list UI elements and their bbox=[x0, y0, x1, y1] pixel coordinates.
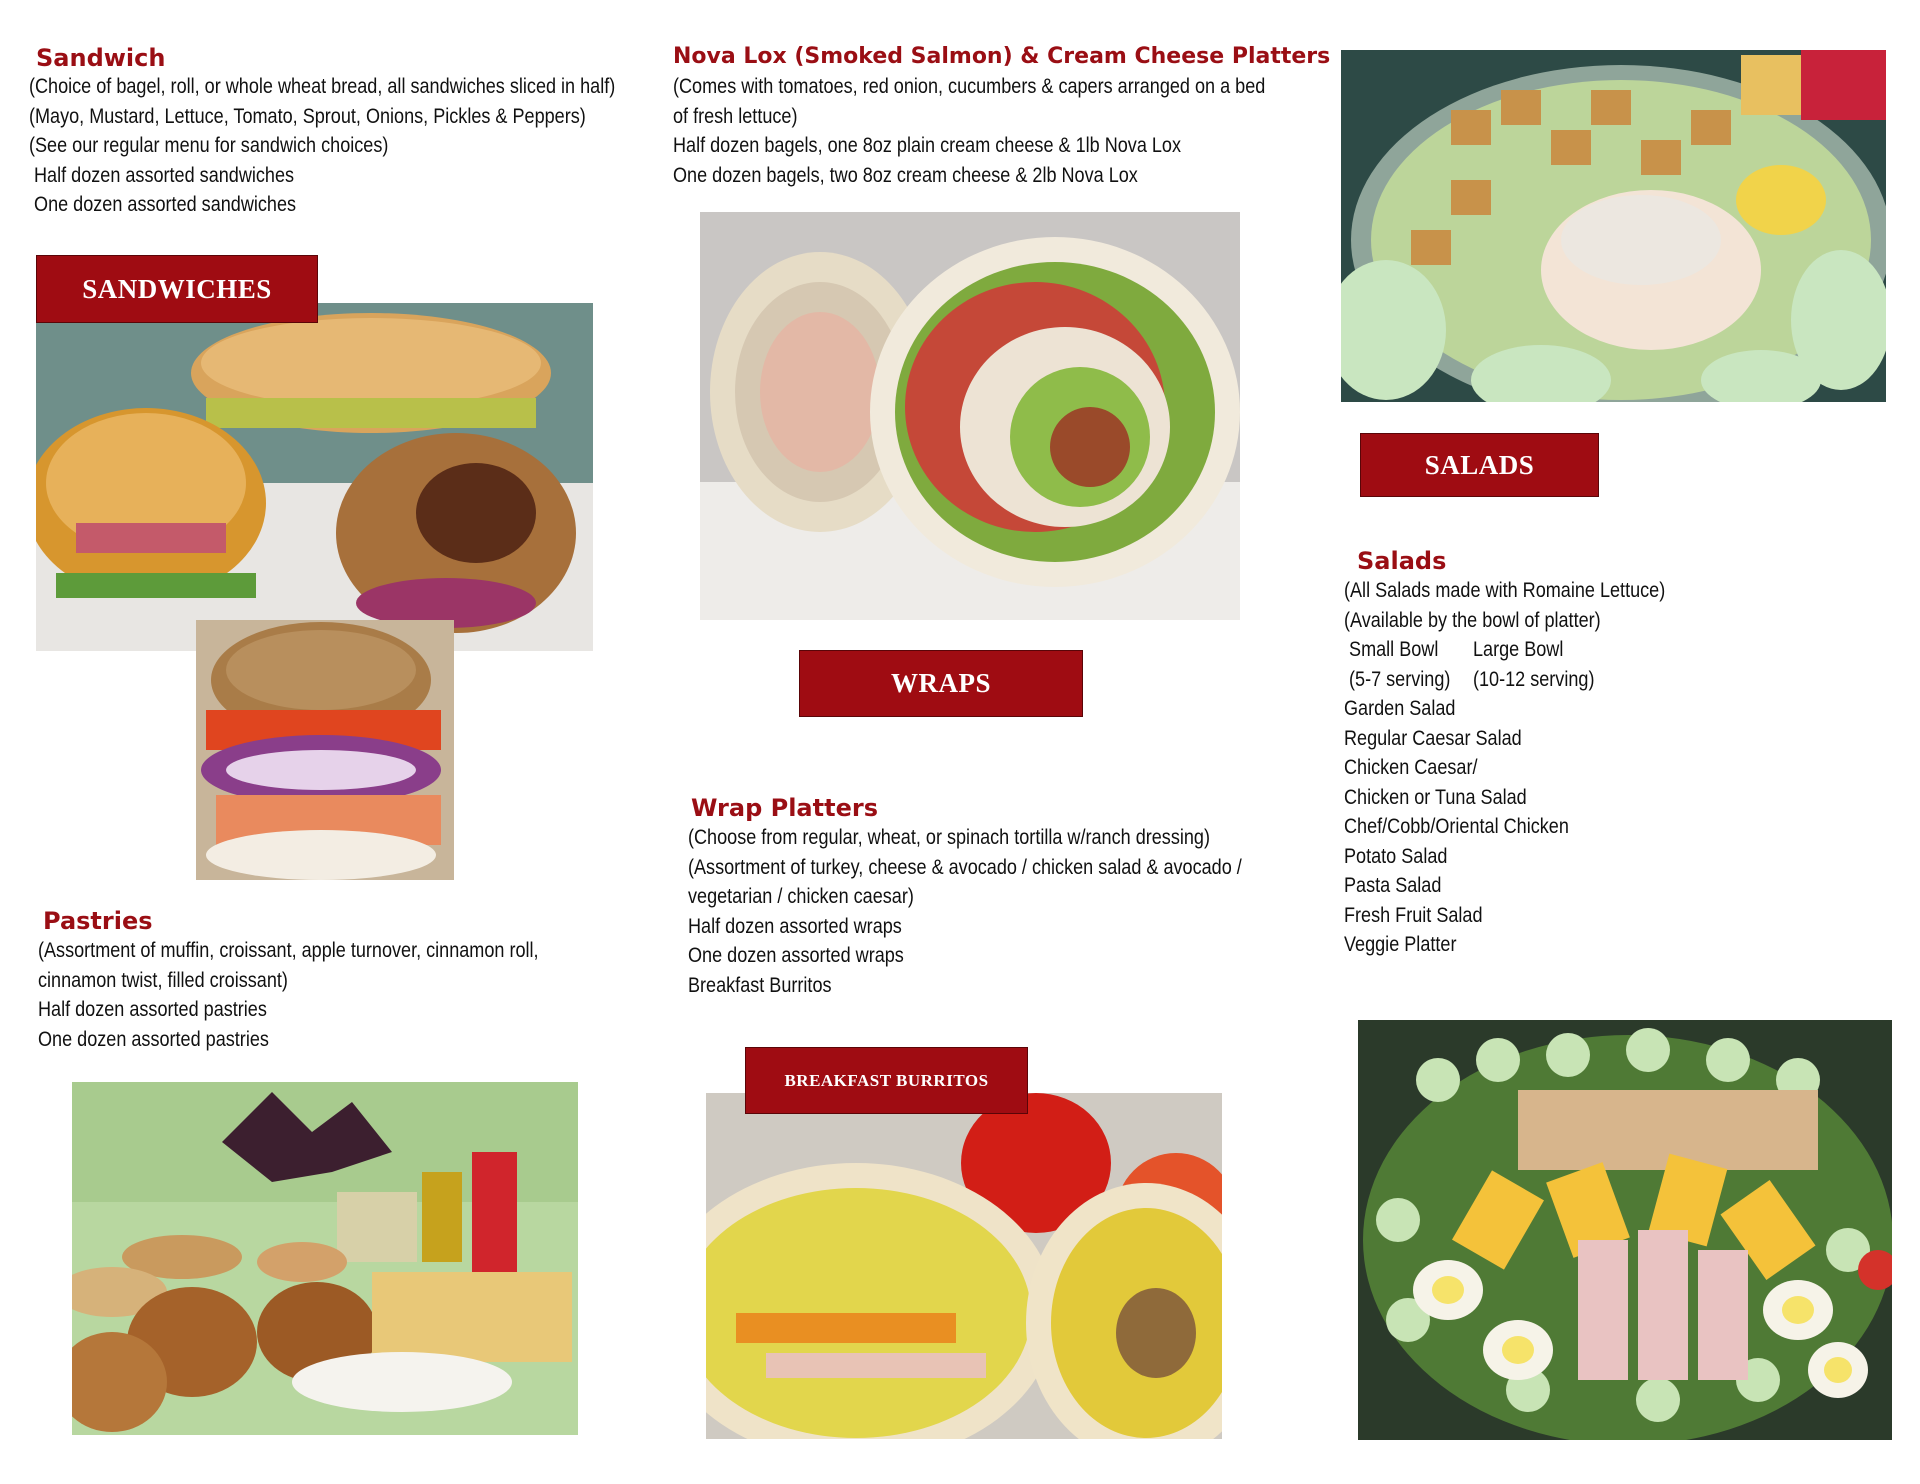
caesar-salad-photo bbox=[1341, 50, 1886, 402]
bowl-serving-row bbox=[1344, 665, 1665, 695]
sandwich-heading: Sandwich bbox=[36, 44, 166, 72]
salad-item: Potato Salad bbox=[1344, 844, 1448, 868]
wrap-platters-description bbox=[688, 823, 1242, 1000]
salad-item: Veggie Platter bbox=[1344, 933, 1457, 956]
wrap-platters-line: One dozen assorted wraps bbox=[688, 944, 904, 967]
sandwiches-banner: SANDWICHES bbox=[36, 255, 318, 323]
small-bowl-serving: (5-7 serving) bbox=[1344, 667, 1451, 691]
wrap-platters-line: vegetarian / chicken caesar) bbox=[688, 885, 914, 908]
sandwich-line: (Choice of bagel, roll, or whole wheat bread, all sandwiches sliced in half) bbox=[29, 75, 616, 98]
nova-lox-heading: Nova Lox (Smoked Salmon) & Cream Cheese Platters bbox=[673, 44, 1331, 69]
salad-item: Garden Salad bbox=[1344, 697, 1456, 720]
pastries-heading: Pastries bbox=[43, 907, 153, 935]
sandwich-line: Half dozen assorted sandwiches bbox=[29, 163, 295, 187]
nova-lox-line: Half dozen bagels, one 8oz plain cream cheese & 1lb Nova Lox bbox=[673, 134, 1182, 157]
nova-lox-description bbox=[673, 72, 1265, 190]
pastries-line: (Assortment of muffin, croissant, apple turnover, cinnamon roll, bbox=[38, 939, 539, 962]
salad-item: Pasta Salad bbox=[1344, 874, 1442, 897]
sandwiches-photo bbox=[36, 303, 593, 651]
wrap-platters-line: (Assortment of turkey, cheese & avocado / chicken salad & avocado / bbox=[688, 855, 1242, 879]
pastries-photo bbox=[72, 1082, 578, 1435]
pastries-line: Half dozen assorted pastries bbox=[38, 998, 267, 1021]
sandwich-description bbox=[29, 72, 615, 220]
sandwich-line: (Mayo, Mustard, Lettuce, Tomato, Sprout, Onions, Pickles & Peppers) bbox=[29, 104, 586, 128]
salads-intro-line: (All Salads made with Romaine Lettuce) bbox=[1344, 579, 1666, 602]
breakfast-burritos-banner: BREAKFAST BURRITOS bbox=[745, 1047, 1028, 1114]
wrap-platters-heading: Wrap Platters bbox=[691, 794, 878, 822]
bagel-lox-photo bbox=[196, 620, 454, 880]
chef-salad-photo bbox=[1358, 1020, 1892, 1440]
wrap-platters-line: Half dozen assorted wraps bbox=[688, 914, 902, 938]
wrap-platters-line: (Choose from regular, wheat, or spinach tortilla w/ranch dressing) bbox=[688, 826, 1210, 849]
wraps-banner: WRAPS bbox=[799, 650, 1083, 717]
salads-heading: Salads bbox=[1357, 547, 1447, 575]
salad-item: Chicken or Tuna Salad bbox=[1344, 785, 1527, 809]
nova-lox-line: of fresh lettuce) bbox=[673, 104, 798, 128]
nova-lox-line: (Comes with tomatoes, red onion, cucumbers & capers arranged on a bed bbox=[673, 75, 1266, 98]
salads-banner: SALADS bbox=[1360, 433, 1599, 497]
large-bowl-label: Large Bowl bbox=[1473, 638, 1564, 661]
wrap-platters-line: Breakfast Burritos bbox=[688, 973, 832, 997]
salad-item: Chicken Caesar/ bbox=[1344, 756, 1478, 779]
nova-lox-line: One dozen bagels, two 8oz cream cheese & 2lb Nova Lox bbox=[673, 163, 1138, 187]
wraps-photo bbox=[700, 212, 1240, 620]
small-bowl-label: Small Bowl bbox=[1344, 638, 1439, 661]
salad-item: Chef/Cobb/Oriental Chicken bbox=[1344, 815, 1569, 838]
pastries-line: One dozen assorted pastries bbox=[38, 1027, 269, 1051]
salads-intro-line: (Available by the bowl of platter) bbox=[1344, 608, 1601, 632]
breakfast-burritos-photo bbox=[706, 1093, 1222, 1439]
pastries-description bbox=[38, 936, 539, 1054]
pastries-line: cinnamon twist, filled croissant) bbox=[38, 968, 288, 992]
sandwich-line: (See our regular menu for sandwich choices) bbox=[29, 134, 389, 157]
bowl-size-header-row bbox=[1344, 635, 1665, 665]
salads-description bbox=[1344, 576, 1665, 960]
sandwich-line: One dozen assorted sandwiches bbox=[29, 193, 297, 216]
salad-item: Regular Caesar Salad bbox=[1344, 726, 1522, 750]
salad-item: Fresh Fruit Salad bbox=[1344, 903, 1483, 927]
large-bowl-serving: (10-12 serving) bbox=[1473, 667, 1595, 691]
